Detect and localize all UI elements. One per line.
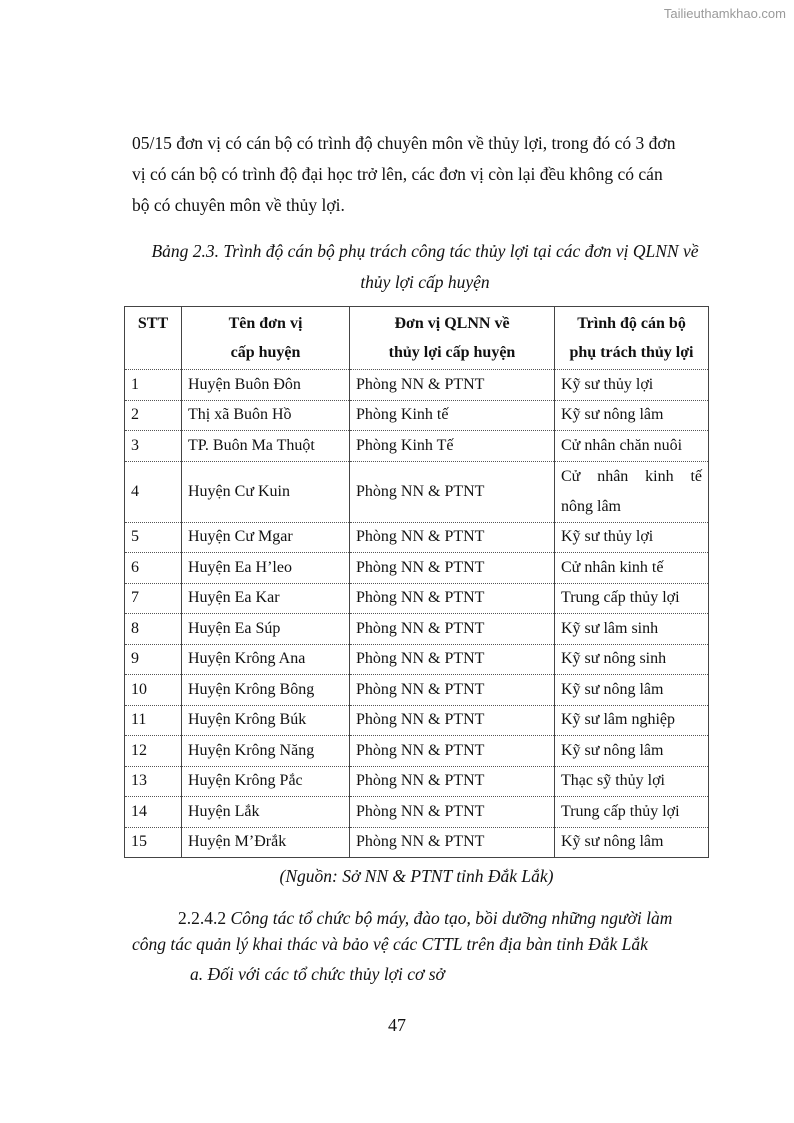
table-row bbox=[125, 583, 709, 614]
header-unit-line1: Đơn vị QLNN về bbox=[394, 315, 510, 332]
cell-unit: Phòng NN & PTNT bbox=[350, 614, 555, 645]
table-row bbox=[125, 614, 709, 645]
caption-line-1: Bảng 2.3. Trình độ cán bộ phụ trách công tác thủy lợi tại các đơn vị QLNN về bbox=[151, 241, 699, 261]
cell-level: Kỹ sư nông lâm bbox=[555, 400, 709, 431]
cell-unit: Phòng Kinh tế bbox=[350, 400, 555, 431]
subsection-heading: a. Đối với các tổ chức thủy lợi cơ sở bbox=[190, 964, 445, 984]
cell-name: Huyện Ea H’leo bbox=[182, 553, 350, 584]
cell-level: Cử nhân chăn nuôi bbox=[555, 431, 709, 462]
header-name-line1: Tên đơn vị bbox=[228, 315, 303, 332]
cell-name: Huyện Krông Pắc bbox=[182, 766, 350, 797]
cell-unit: Phòng NN & PTNT bbox=[350, 705, 555, 736]
table-row bbox=[125, 736, 709, 767]
cell-stt: 8 bbox=[125, 614, 182, 645]
cell-stt: 15 bbox=[125, 827, 182, 858]
cell-unit: Phòng NN & PTNT bbox=[350, 461, 555, 522]
cell-level: Kỹ sư lâm sinh bbox=[555, 614, 709, 645]
cell-level: Cử nhân kinh tế bbox=[555, 553, 709, 584]
cell-name: Thị xã Buôn Hồ bbox=[182, 400, 350, 431]
table-row bbox=[125, 553, 709, 584]
table-row bbox=[125, 797, 709, 828]
cell-stt: 7 bbox=[125, 583, 182, 614]
cell-stt: 4 bbox=[125, 461, 182, 522]
table-row bbox=[125, 522, 709, 553]
cell-name: Huyện Lắk bbox=[182, 797, 350, 828]
cell-unit: Phòng NN & PTNT bbox=[350, 827, 555, 858]
section-heading-line1 bbox=[132, 905, 722, 931]
header-unit bbox=[350, 307, 555, 370]
cell-stt: 11 bbox=[125, 705, 182, 736]
cell-name: TP. Buôn Ma Thuột bbox=[182, 431, 350, 462]
cell-unit: Phòng NN & PTNT bbox=[350, 675, 555, 706]
cell-unit: Phòng NN & PTNT bbox=[350, 797, 555, 828]
cell-stt: 6 bbox=[125, 553, 182, 584]
cell-stt: 10 bbox=[125, 675, 182, 706]
cell-unit: Phòng NN & PTNT bbox=[350, 644, 555, 675]
cell-unit: Phòng NN & PTNT bbox=[350, 736, 555, 767]
cell-stt: 12 bbox=[125, 736, 182, 767]
cell-name: Huyện Ea Súp bbox=[182, 614, 350, 645]
header-level bbox=[555, 307, 709, 370]
cell-name: Huyện Cư Kuin bbox=[182, 461, 350, 522]
paragraph-line: bộ có chuyên môn về thủy lợi. bbox=[132, 195, 345, 215]
cell-level-line2: nông lâm bbox=[561, 497, 621, 515]
cell-name: Huyện Krông Năng bbox=[182, 736, 350, 767]
cell-stt: 13 bbox=[125, 766, 182, 797]
cell-stt: 1 bbox=[125, 370, 182, 401]
cell-level: Kỹ sư lâm nghiệp bbox=[555, 705, 709, 736]
page-number: 47 bbox=[388, 1015, 406, 1035]
staff-table bbox=[124, 306, 709, 858]
cell-level: Kỹ sư nông sinh bbox=[555, 644, 709, 675]
intro-paragraph bbox=[132, 128, 717, 221]
cell-stt: 14 bbox=[125, 797, 182, 828]
cell-unit: Phòng Kinh Tế bbox=[350, 431, 555, 462]
header-level-line1: Trình độ cán bộ bbox=[577, 315, 686, 332]
cell-name: Huyện Krông Búk bbox=[182, 705, 350, 736]
paragraph-line: vị có cán bộ có trình độ đại học trở lên, các đơn vị còn lại đều không có cán bbox=[132, 164, 663, 184]
cell-name: Huyện Krông Bông bbox=[182, 675, 350, 706]
table-row bbox=[125, 705, 709, 736]
cell-level: Trung cấp thủy lợi bbox=[555, 583, 709, 614]
cell-level: Kỹ sư thủy lợi bbox=[555, 522, 709, 553]
cell-stt: 3 bbox=[125, 431, 182, 462]
cell-stt: 9 bbox=[125, 644, 182, 675]
cell-name: Huyện Ea Kar bbox=[182, 583, 350, 614]
cell-level: Trung cấp thủy lợi bbox=[555, 797, 709, 828]
cell-level: Kỹ sư thủy lợi bbox=[555, 370, 709, 401]
header-name-line2: cấp huyện bbox=[230, 344, 301, 361]
table-row bbox=[125, 461, 709, 522]
cell-unit: Phòng NN & PTNT bbox=[350, 553, 555, 584]
table-row bbox=[125, 644, 709, 675]
section-heading bbox=[132, 905, 722, 957]
cell-name: Huyện Buôn Đôn bbox=[182, 370, 350, 401]
cell-level bbox=[555, 461, 709, 522]
cell-level: Thạc sỹ thủy lợi bbox=[555, 766, 709, 797]
cell-unit: Phòng NN & PTNT bbox=[350, 370, 555, 401]
cell-unit: Phòng NN & PTNT bbox=[350, 583, 555, 614]
cell-name: Huyện Cư Mgar bbox=[182, 522, 350, 553]
watermark: Tailieuthamkhao.com bbox=[663, 6, 786, 21]
cell-stt: 5 bbox=[125, 522, 182, 553]
table-row bbox=[125, 827, 709, 858]
table-header-row bbox=[125, 307, 709, 370]
table-row bbox=[125, 431, 709, 462]
header-unit-line2: thủy lợi cấp huyện bbox=[388, 344, 516, 361]
table-row bbox=[125, 766, 709, 797]
table-row bbox=[125, 400, 709, 431]
section-title-part1: Công tác tổ chức bộ máy, đào tạo, bồi dưỡng những người làm bbox=[230, 908, 673, 928]
caption-line-2: thủy lợi cấp huyện bbox=[360, 272, 490, 292]
cell-level: Kỹ sư nông lâm bbox=[555, 827, 709, 858]
section-title-part2: công tác quản lý khai thác và bảo vệ các CTTL trên địa bàn tỉnh Đắk Lắk bbox=[132, 934, 648, 954]
cell-level-line1: Cử nhân kinh tế bbox=[561, 467, 702, 485]
cell-unit: Phòng NN & PTNT bbox=[350, 766, 555, 797]
cell-level: Kỹ sư nông lâm bbox=[555, 675, 709, 706]
paragraph-line: 05/15 đơn vị có cán bộ có trình độ chuyên môn về thủy lợi, trong đó có 3 đơn bbox=[132, 133, 676, 153]
section-number: 2.2.4.2 bbox=[178, 908, 227, 928]
cell-name: Huyện Krông Ana bbox=[182, 644, 350, 675]
cell-name: Huyện M’Đrắk bbox=[182, 827, 350, 858]
table-source: (Nguồn: Sở NN & PTNT tỉnh Đắk Lắk) bbox=[279, 866, 554, 886]
table-row bbox=[125, 370, 709, 401]
table-caption bbox=[120, 236, 730, 298]
cell-level: Kỹ sư nông lâm bbox=[555, 736, 709, 767]
cell-stt: 2 bbox=[125, 400, 182, 431]
cell-unit: Phòng NN & PTNT bbox=[350, 522, 555, 553]
table-row bbox=[125, 675, 709, 706]
header-level-line2: phụ trách thủy lợi bbox=[569, 344, 694, 361]
header-name bbox=[182, 307, 350, 370]
header-stt: STT bbox=[125, 307, 182, 370]
